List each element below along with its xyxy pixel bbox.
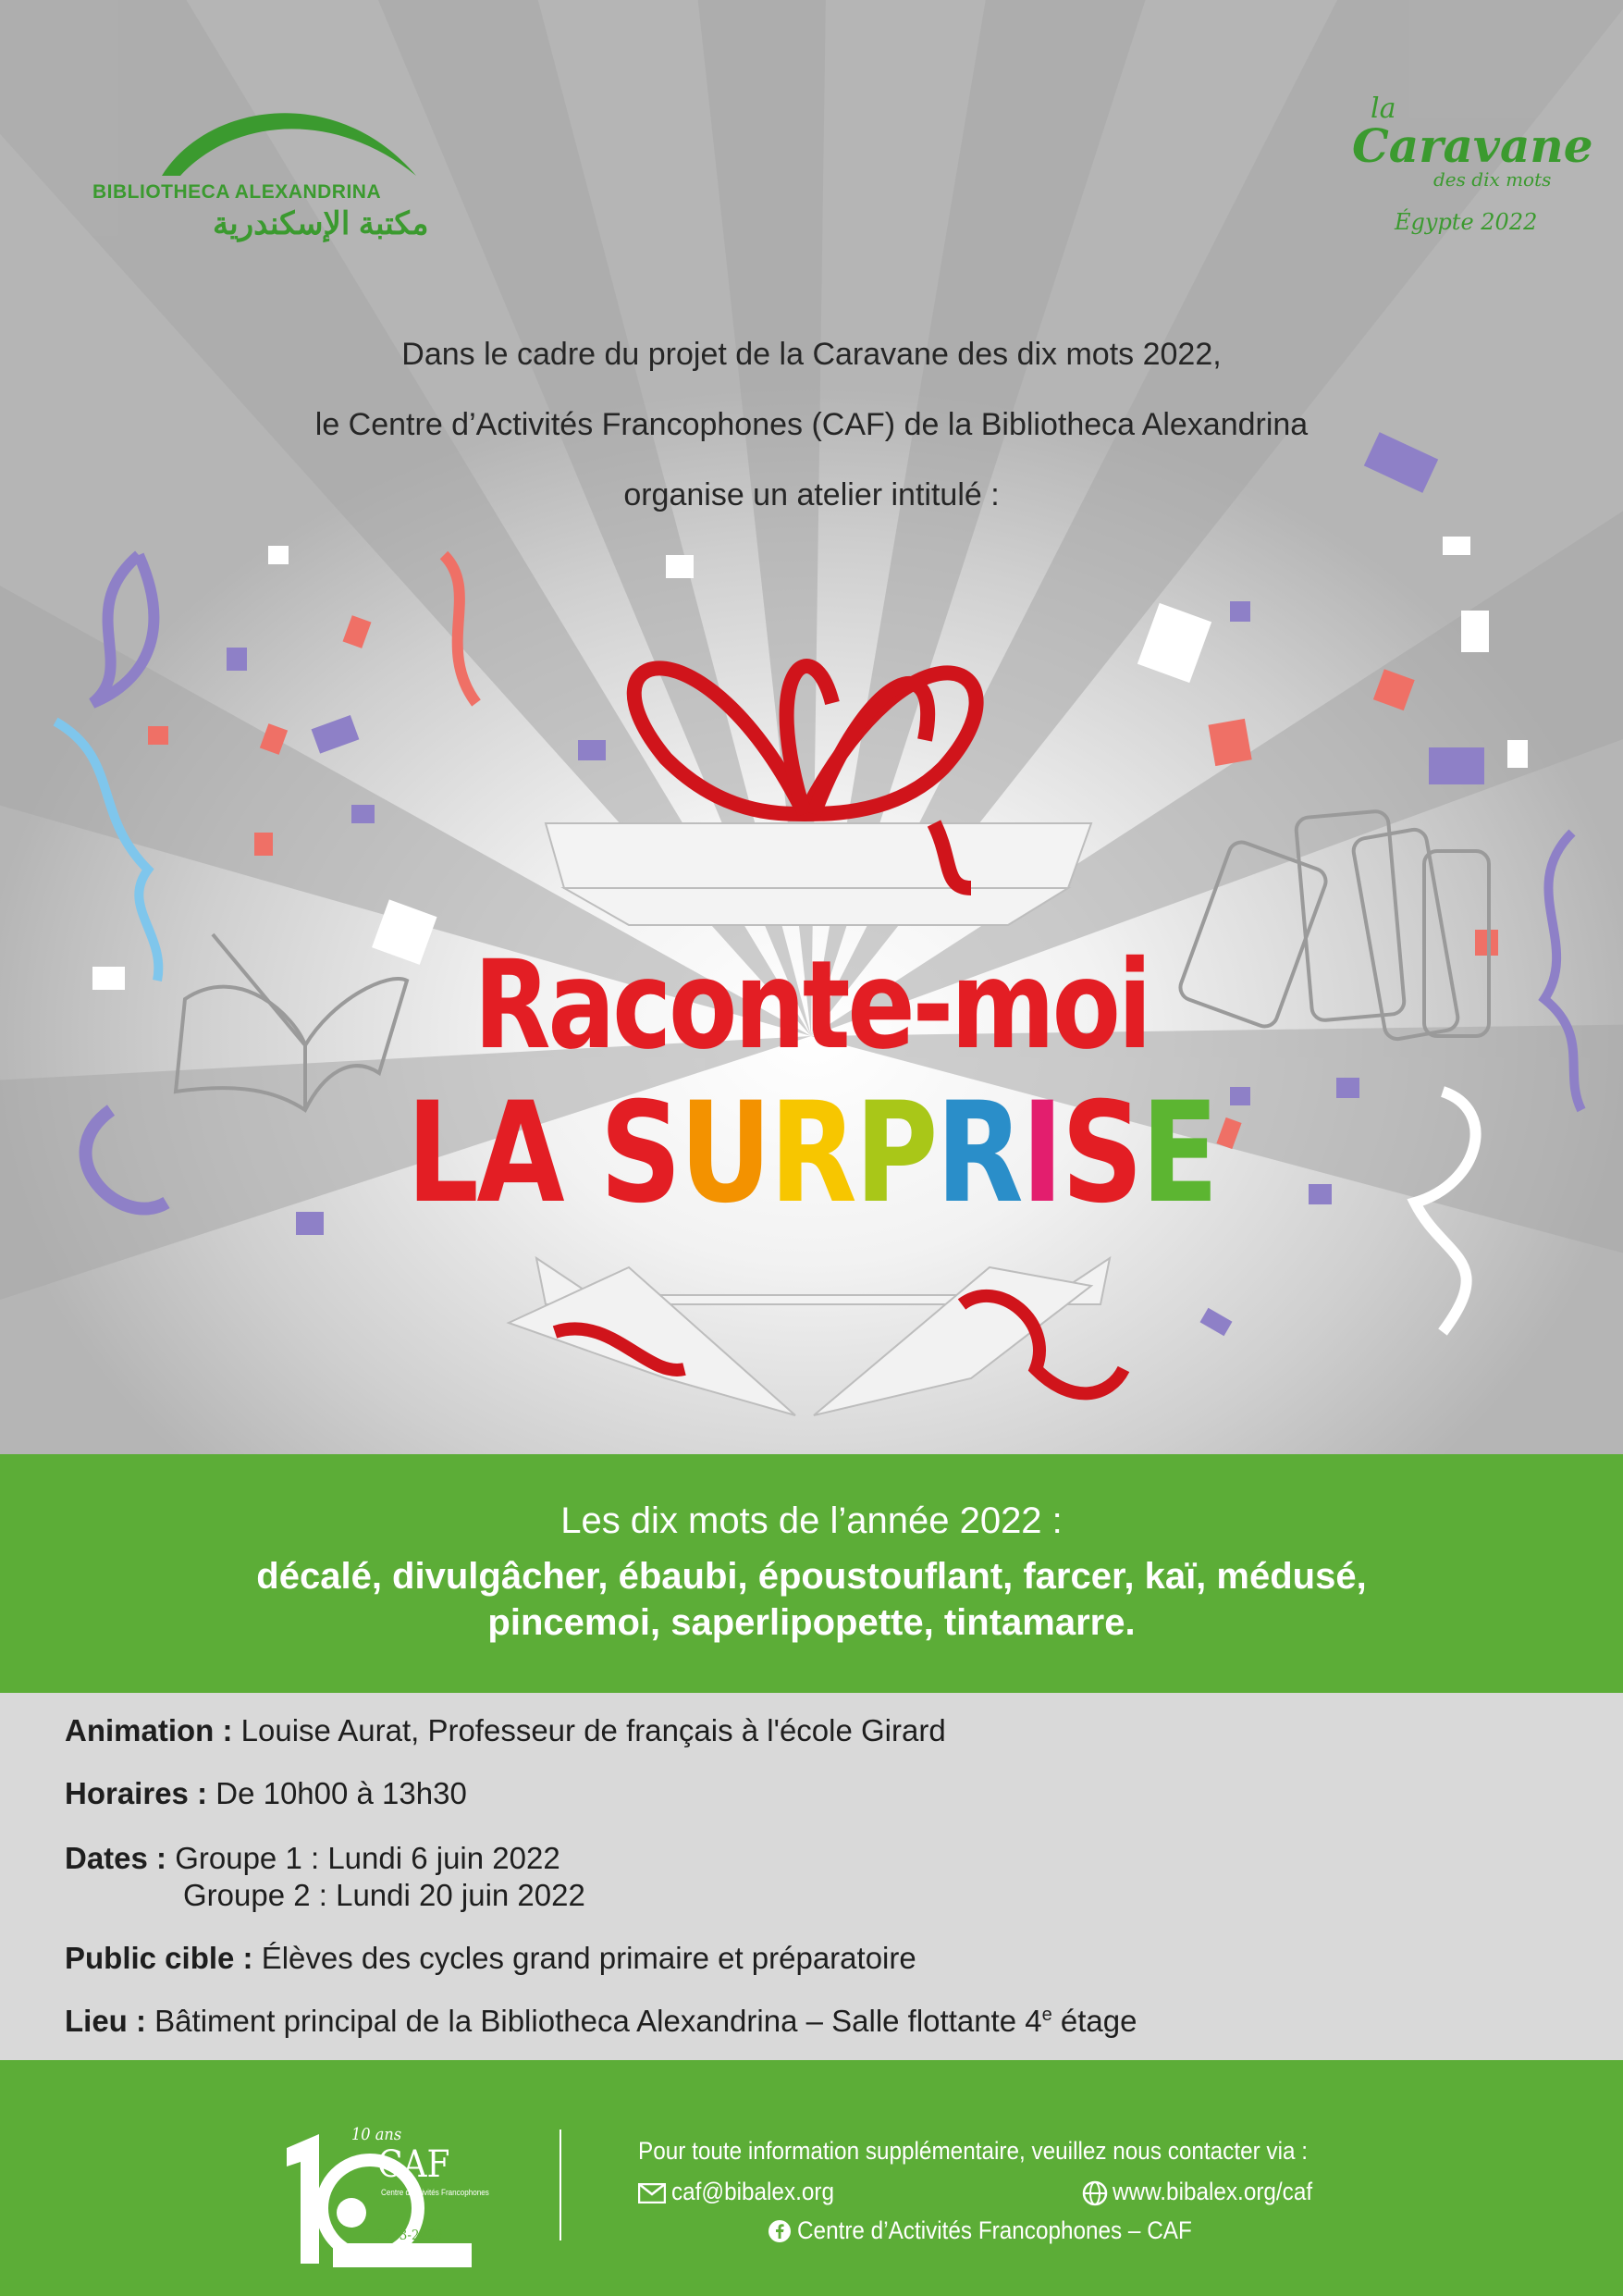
title-letter: S (1061, 1073, 1141, 1234)
facebook-icon (768, 2219, 792, 2243)
title-letter: P (855, 1073, 937, 1234)
intro-line-1: Dans le cadre du projet de la Caravane des dix mots 2022, (401, 337, 1222, 372)
intro-line-2: le Centre d’Activités Francophones (CAF) de la Bibliotheca Alexandrina (314, 407, 1309, 442)
caravane-edition: Égypte 2022 (1395, 209, 1538, 235)
mail-icon (638, 2183, 666, 2203)
info-public (65, 1941, 916, 1976)
info-horaires (65, 1776, 467, 1811)
info-lieu-value: Bâtiment principal de la Bibliotheca Alexandrina – Salle flottante 4 (154, 2004, 1042, 2038)
info-animation-value: Louise Aurat, Professeur de français à l'école Girard (240, 1713, 946, 1747)
title-letter: E (1140, 1073, 1217, 1234)
title-letter: R (936, 1073, 1022, 1234)
caf-range: 2013-2023 (375, 2227, 444, 2243)
info-public-value: Élèves des cycles grand primaire et préparatoire (261, 1941, 916, 1975)
caf-years: 10 ans (351, 2125, 402, 2144)
info-animation-label: Animation : (65, 1713, 233, 1747)
caf-name: CAF (377, 2143, 450, 2186)
intro-line-3: organise un atelier intitulé : (623, 477, 1000, 512)
gift-box-lid (546, 823, 1091, 925)
dix-mots-list-line-1: décalé, divulgâcher, ébaubi, époustouflant, farcer, kaï, médusé, (256, 1556, 1367, 1597)
title-letter (562, 1073, 599, 1234)
caravane-sub: des dix mots (1433, 168, 1552, 191)
info-animation (65, 1713, 946, 1748)
title-letter: A (476, 1073, 563, 1234)
info-lieu-tail: étage (1051, 2004, 1137, 2038)
title-letter: R (769, 1073, 855, 1234)
footer-divider (559, 2129, 561, 2240)
info-lieu-label: Lieu : (65, 2004, 146, 2038)
contact-email[interactable]: caf@bibalex.org (671, 2178, 834, 2205)
info-horaires-label: Horaires : (65, 1776, 208, 1810)
contact-website[interactable]: www.bibalex.org/caf (1113, 2178, 1313, 2205)
dix-mots-list-line-2: pincemoi, saperlipopette, tintamarre. (487, 1602, 1136, 1643)
workshop-title-line-2 (146, 1073, 1477, 1234)
info-lieu (65, 2004, 1137, 2039)
info-lieu-sup: e (1041, 2005, 1052, 2025)
caf-full: Centre d'Activités Francophones (381, 2188, 489, 2197)
bibliotheca-logo-arabic: مكتبة الإسكندرية (213, 206, 429, 241)
title-letter: L (406, 1073, 477, 1234)
info-dates-group-2: Groupe 2 : Lundi 20 juin 2022 (183, 1878, 585, 1912)
caravane-la: la (1371, 93, 1396, 125)
title-letter: U (679, 1073, 770, 1234)
dix-mots-intro: Les dix mots de l’année 2022 : (560, 1500, 1063, 1541)
info-dates-group-1: Groupe 1 : Lundi 6 juin 2022 (175, 1841, 560, 1875)
contact-facebook[interactable]: Centre d’Activités Francophones – CAF (797, 2216, 1192, 2244)
globe-icon (1082, 2180, 1108, 2206)
title-letter: I (1021, 1073, 1062, 1234)
dix-mots-band (0, 1454, 1623, 1693)
info-section (0, 1693, 1623, 2060)
info-dates-label: Dates : (65, 1841, 167, 1875)
workshop-title-line-1: Raconte-moi (473, 934, 1150, 1077)
contact-intro: Pour toute information supplémentaire, veuillez nous contacter via : (638, 2137, 1308, 2165)
info-dates (65, 1841, 560, 1876)
footer (0, 2060, 1623, 2296)
info-horaires-value: De 10h00 à 13h30 (215, 1776, 467, 1810)
caravane-title: Caravane (1352, 118, 1593, 173)
info-public-label: Public cible : (65, 1941, 253, 1975)
title-letter: S (599, 1073, 680, 1234)
bibliotheca-logo-text: BIBLIOTHECA ALEXANDRINA (92, 181, 382, 203)
